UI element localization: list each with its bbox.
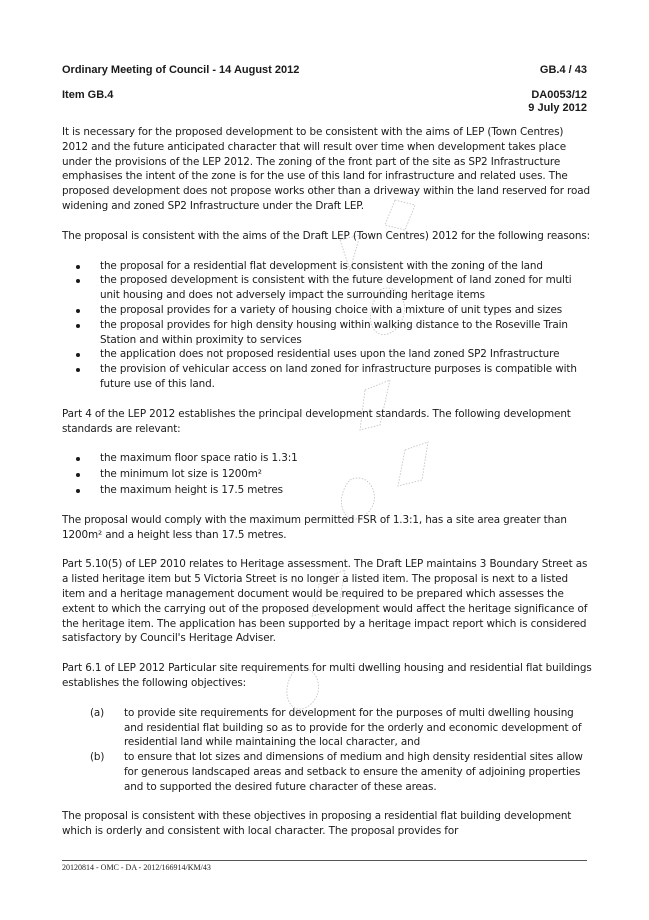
item-header (62, 89, 587, 114)
list-item: the proposal for a residential flat development is consistent with the zoning of the land (62, 259, 592, 274)
page-header (62, 64, 587, 76)
list-item: the application does not proposed residential uses upon the land zoned SP2 Infrastructure (62, 347, 592, 362)
objective-text: to ensure that lot sizes and dimensions of medium and high density residential sites allow for generous landscaped areas and setback to ensure the amenity of adjoining properties and to supported the desired future character of these areas. (124, 751, 583, 793)
standards-list (62, 451, 592, 497)
objective-text: to provide site requirements for development for the purposes of multi dwelling housing and residential flat building so as to provide for the orderly and economic development of residential land while maintaining the local character, and (124, 706, 582, 749)
objective-marker: (a) (90, 706, 105, 719)
paragraph: The proposal would comply with the maximum permitted FSR of 1.3:1, has a site area greater than 1200m² and a height less than 17.5 metres. (62, 513, 567, 541)
footer-divider (62, 860, 587, 861)
paragraph: The proposal is consistent with these objectives in proposing a residential flat building development which is orderly and consistent with local character. The proposal provides for (62, 810, 572, 838)
document-body (62, 125, 592, 854)
list-item: the proposal provides for high density housing within walking distance to the Roseville Train Station and within proximity to services (62, 318, 592, 348)
list-item: the proposed development is consistent with the future development of land zoned for multi unit housing and does not adversely impact the surrounding heritage items (62, 273, 592, 303)
report-date: 9 July 2012 (528, 102, 587, 114)
da-number: DA0053/12 (531, 89, 587, 101)
list-item: the proposal provides for a variety of housing choice with a mixture of unit types and sizes (62, 303, 592, 318)
paragraph: Part 4 of the LEP 2012 establishes the principal development standards. The following development standards are relevant: (62, 407, 571, 435)
paragraph: Part 5.10(5) of LEP 2010 relates to Heritage assessment. The Draft LEP maintains 3 Boundary Street as a listed heritage item but 5 Victoria Street is no longer a listed item. The proposal is next to a listed item and a heritage management document would be required to be prepared which assesses the extent to which the carrying out of the proposed development would affect the heritage significance of the heritage item. The application has been supported by a heritage impact report which is considered satisfactory by Council's Heritage Adviser. (62, 558, 588, 645)
reasons-list (62, 259, 592, 392)
objective-marker: (b) (90, 751, 105, 764)
paragraph: It is necessary for the proposed development to be consistent with the aims of LEP (Town Centres) 2012 and the future anticipated character that will result over time when development takes place under the provisions of the LEP 2012. The zoning of the front part of the site as SP2 Infrastructure emphasises the intent of the zone is for the use of this land for infrastructure and related uses. The proposed development does not propose works other than a driveway within the land reserved for road widening and zoned SP2 Infrastructure under the Draft LEP. (62, 126, 590, 212)
paragraph: Part 6.1 of LEP 2012 Particular site requirements for multi dwelling housing and residential flat buildings establishes the following objectives: (62, 662, 592, 689)
item-label: Item GB.4 (62, 89, 114, 101)
objective-item (62, 750, 592, 794)
footer-reference: 20120814 - OMC - DA - 2012/166914/KM/43 (62, 863, 211, 872)
objectives-list (62, 706, 592, 795)
list-item: the provision of vehicular access on land zoned for infrastructure purposes is compatible with future use of this land. (62, 362, 592, 392)
list-item: the maximum floor space ratio is 1.3:1 (62, 451, 592, 466)
objective-item (62, 706, 592, 750)
meeting-title: Ordinary Meeting of Council - 14 August 2012 (62, 64, 300, 76)
list-item: the minimum lot size is 1200m² (62, 467, 592, 482)
list-item: the maximum height is 17.5 metres (62, 483, 592, 498)
da-reference (528, 89, 587, 115)
paragraph: The proposal is consistent with the aims of the Draft LEP (Town Centres) 2012 for the following reasons: (62, 229, 591, 242)
page-reference: GB.4 / 43 (539, 64, 587, 76)
